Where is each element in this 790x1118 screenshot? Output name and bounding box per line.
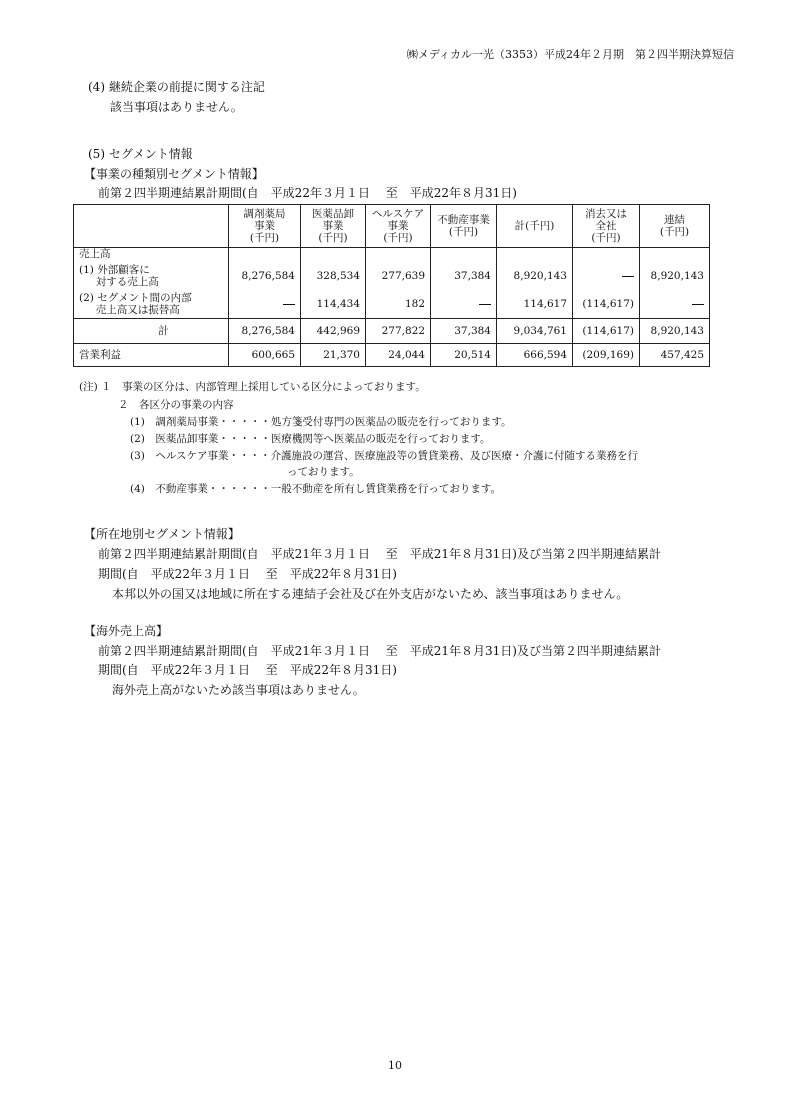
col-header: 調剤薬局 事業 (千円) xyxy=(229,205,301,248)
table-cell: 457,425 xyxy=(640,344,710,367)
note-2: ２ 各区分の事業の内容 xyxy=(118,399,234,411)
table-cell: 20,514 xyxy=(431,344,497,367)
segment-table xyxy=(73,204,710,367)
dash-mark xyxy=(283,304,295,305)
location-segment-heading: 【所在地別セグメント情報】 xyxy=(84,527,240,541)
table-cell xyxy=(573,262,640,290)
table-cell: 277,822 xyxy=(366,319,431,344)
row-label: 計 xyxy=(74,319,229,344)
col-header: 医薬品卸 事業 (千円) xyxy=(301,205,366,248)
dash-mark xyxy=(692,304,704,305)
table-row xyxy=(74,262,710,290)
table-cell: 182 xyxy=(366,290,431,319)
table-cell: 37,384 xyxy=(431,319,497,344)
section-4-title: (4) 継続企業の前提に関する注記 xyxy=(88,80,265,94)
table-cell: (209,169) xyxy=(573,344,640,367)
table-cell: 8,920,143 xyxy=(640,319,710,344)
page-header: ㈱メディカル一光（3353）平成24年２月期 第２四半期決算短信 xyxy=(406,48,734,61)
table-cell: 114,434 xyxy=(301,290,366,319)
col-header xyxy=(74,205,229,248)
table-row xyxy=(74,290,710,319)
location-line-2: 期間(自 平成22年３月１日 至 平成22年８月31日) xyxy=(98,567,397,581)
table-cell: 8,920,143 xyxy=(497,262,573,290)
overseas-line-1: 前第２四半期連結累計期間(自 平成21年３月１日 至 平成21年８月31日)及び当第２四半期連結累計 xyxy=(98,644,661,658)
overseas-line-3: 海外売上高がないため該当事項はありません。 xyxy=(112,683,365,697)
note-item-3: (3) ヘルスケア事業・・・・介護施設の運営、医療施設等の賃貸業務、及び医療・介護に付随する業務を行 xyxy=(130,450,639,462)
business-segment-heading: 【事業の種類別セグメント情報】 xyxy=(84,167,264,181)
note-item-2: (2) 医薬品卸事業・・・・・医療機関等へ医薬品の販売を行っております。 xyxy=(130,433,491,445)
row-label: 売上高 xyxy=(74,248,229,263)
row-label: 営業利益 xyxy=(74,344,229,367)
table-row xyxy=(74,344,710,367)
row-label: (1) 外部顧客に 対する売上高 xyxy=(74,262,229,290)
row-label: (2) セグメント間の内部 売上高又は振替高 xyxy=(74,290,229,319)
table-cell xyxy=(229,290,301,319)
table-cell xyxy=(431,290,497,319)
table-cell: 328,534 xyxy=(301,262,366,290)
note-item-4: (4) 不動産事業・・・・・・一般不動産を所有し賃貸業務を行っております。 xyxy=(130,483,502,495)
table-cell: 442,969 xyxy=(301,319,366,344)
location-line-3: 本邦以外の国又は地域に所在する連結子会社及び在外支店がないため、該当事項はありません。 xyxy=(112,587,629,601)
table-cell: 9,034,761 xyxy=(497,319,573,344)
page-number: 10 xyxy=(388,1059,402,1072)
table-cell: (114,617) xyxy=(573,290,640,319)
note-1: (注) １ 事業の区分は、内部管理上採用している区分によっております。 xyxy=(79,381,426,393)
table-row xyxy=(74,248,710,263)
table-cell: 114,617 xyxy=(497,290,573,319)
overseas-line-2: 期間(自 平成22年３月１日 至 平成22年８月31日) xyxy=(98,663,397,677)
table-cell xyxy=(640,290,710,319)
table-row xyxy=(74,319,710,344)
col-header: 不動産事業 (千円) xyxy=(431,205,497,248)
col-header: ヘルスケア 事業 (千円) xyxy=(366,205,431,248)
table-cell: (114,617) xyxy=(573,319,640,344)
table-cell: 8,276,584 xyxy=(229,262,301,290)
col-header: 連結 (千円) xyxy=(640,205,710,248)
dash-mark xyxy=(622,276,634,277)
note-item-1: (1) 調剤薬局事業・・・・・処方箋受付専門の医薬品の販売を行っております。 xyxy=(130,416,512,428)
table-cell: 8,276,584 xyxy=(229,319,301,344)
col-header: 計(千円) xyxy=(497,205,573,248)
table-header-row xyxy=(74,205,710,248)
dash-mark xyxy=(479,304,491,305)
note-item-3-cont: っております。 xyxy=(287,466,360,478)
table-cell: 24,044 xyxy=(366,344,431,367)
location-line-1: 前第２四半期連結累計期間(自 平成21年３月１日 至 平成21年８月31日)及び当第２四半期連結累計 xyxy=(98,547,661,561)
table-cell: 277,639 xyxy=(366,262,431,290)
table-cell: 21,370 xyxy=(301,344,366,367)
section-4-body: 該当事項はありません。 xyxy=(110,100,243,114)
table-cell: 8,920,143 xyxy=(640,262,710,290)
overseas-sales-heading: 【海外売上高】 xyxy=(84,624,169,638)
table-cell: 600,665 xyxy=(229,344,301,367)
section-5-title: (5) セグメント情報 xyxy=(88,147,193,161)
table-cell: 666,594 xyxy=(497,344,573,367)
business-segment-period: 前第２四半期連結累計期間(自 平成22年３月１日 至 平成22年８月31日) xyxy=(98,186,517,200)
table-cell: 37,384 xyxy=(431,262,497,290)
col-header: 消去又は 全社 (千円) xyxy=(573,205,640,248)
